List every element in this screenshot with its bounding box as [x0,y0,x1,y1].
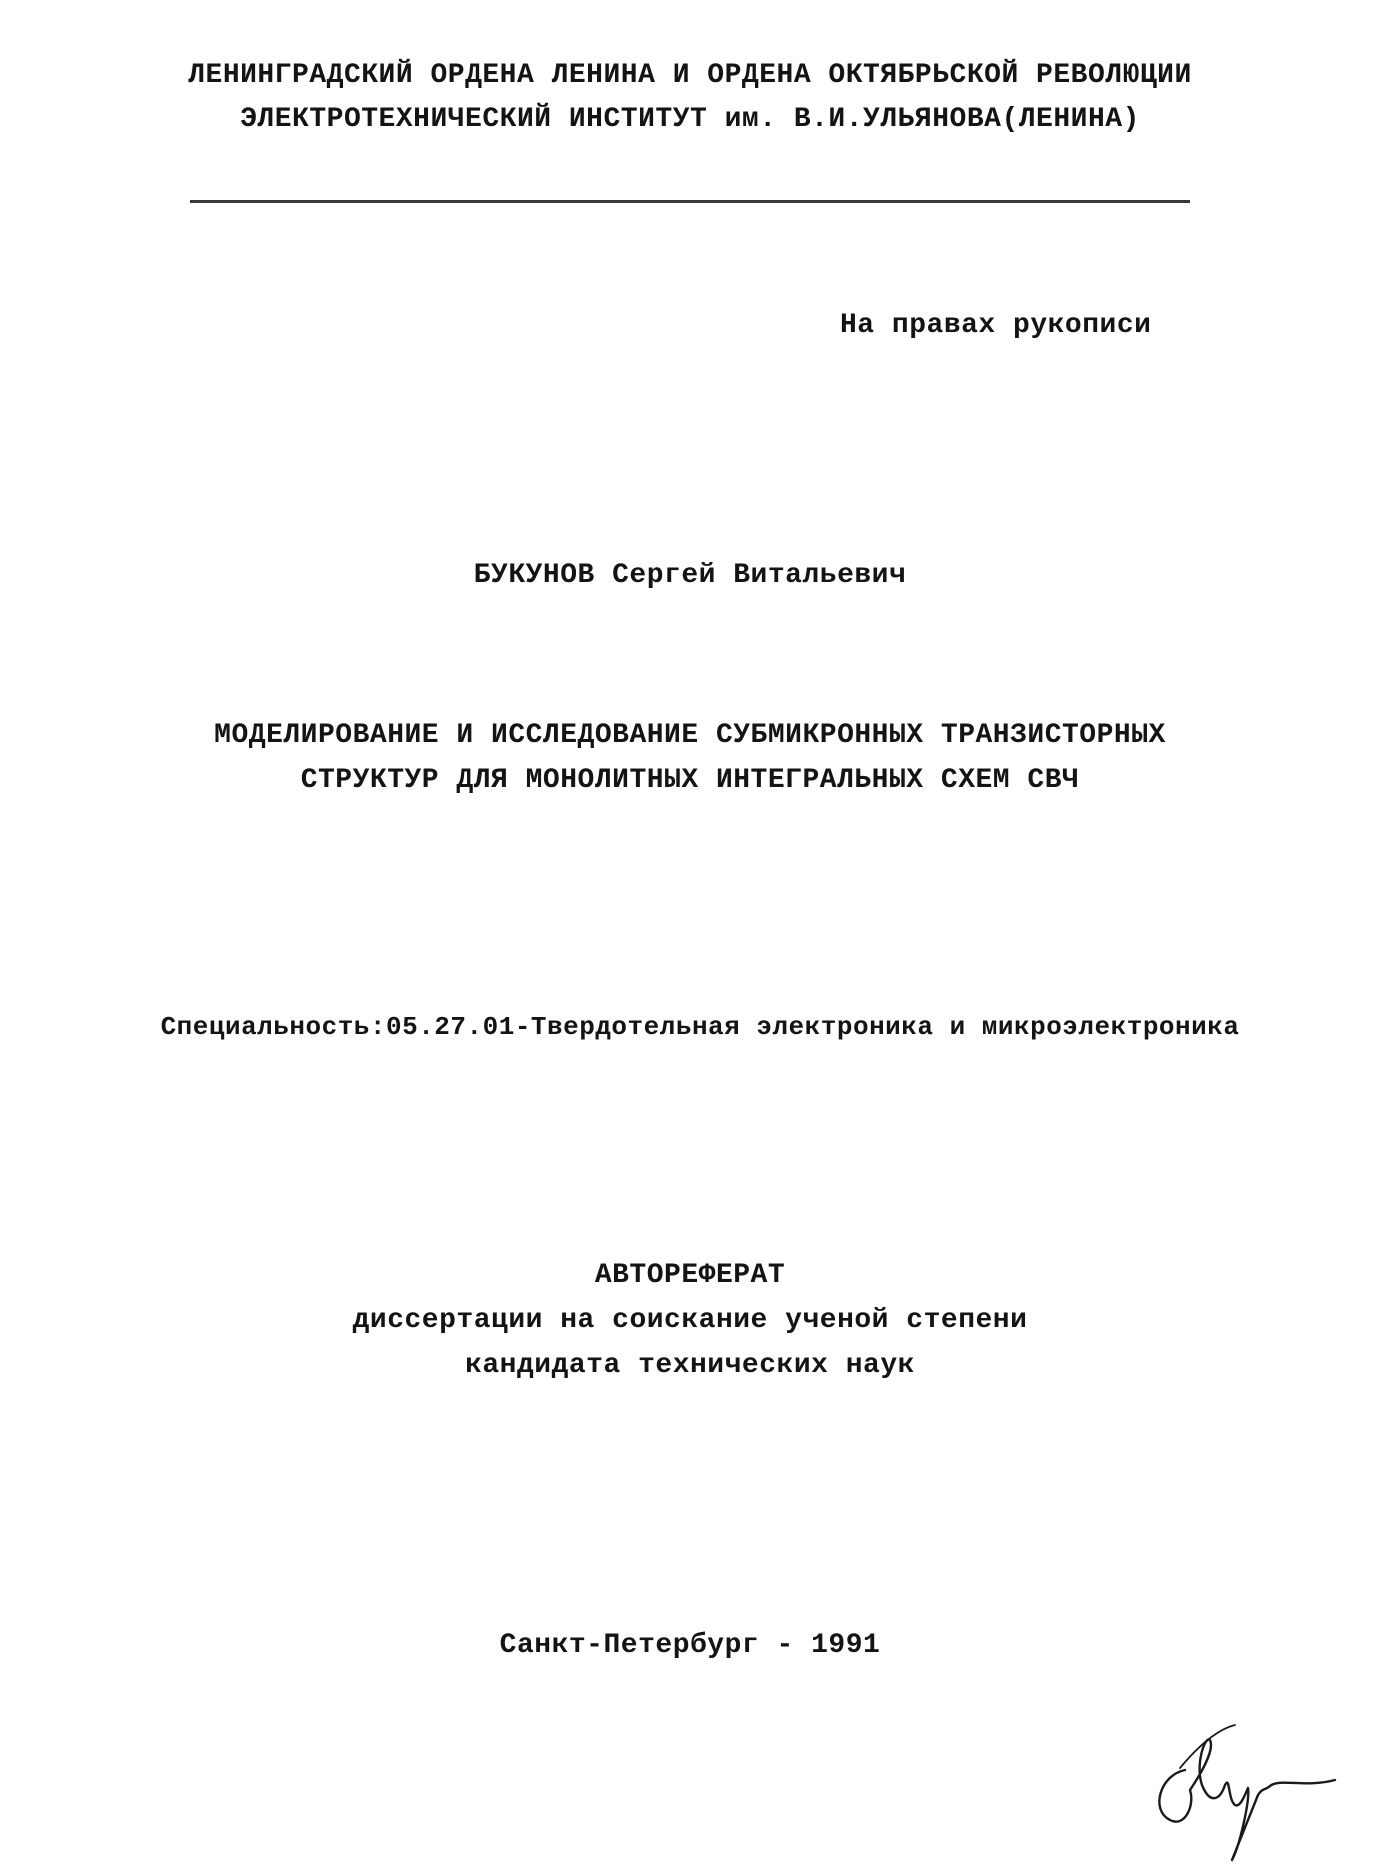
manuscript-note: На правах рукописи [840,310,1152,341]
title-line-1: МОДЕЛИРОВАНИЕ И ИССЛЕДОВАНИЕ СУБМИКРОННЫХ ТРАНЗИСТОРНЫХ [214,720,1166,751]
abstract-line-1: диссертации на соискание ученой степени [352,1305,1028,1336]
title-line-2: СТРУКТУР ДЛЯ МОНОЛИТНЫХ ИНТЕГРАЛЬНЫХ СХЕМ СВЧ [300,765,1080,796]
abstract-label: АВТОРЕФЕРАТ [594,1260,786,1291]
handwritten-signature-icon [1140,1680,1340,1870]
specialty-line: Специальность:05.27.01-Твердотельная электроника и микроэлектроника [160,1012,1240,1042]
place-year: Санкт-Петербург - 1991 [499,1630,881,1661]
author-name: БУКУНОВ Сергей Витальевич [473,560,907,591]
header-divider [190,200,1190,203]
institution-line-2: ЭЛЕКТРОТЕХНИЧЕСКИЙ ИНСТИТУТ им. В.И.УЛЬЯНОВА(ЛЕНИНА) [240,104,1140,135]
abstract-line-2: кандидата технических наук [465,1350,915,1381]
institution-line-1: ЛЕНИНГРАДСКИЙ ОРДЕНА ЛЕНИНА И ОРДЕНА ОКТЯБРЬСКОЙ РЕВОЛЮЦИИ [188,60,1192,91]
